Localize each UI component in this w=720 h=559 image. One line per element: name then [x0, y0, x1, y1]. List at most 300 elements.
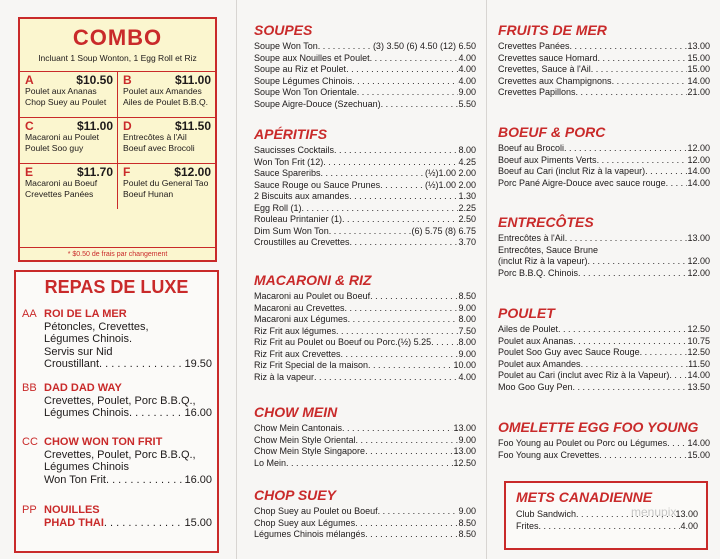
menu-item — [498, 143, 710, 155]
luxe-last-line: Croustillant — [44, 358, 100, 370]
menu-item — [254, 191, 476, 203]
combo-letter: C — [25, 119, 34, 133]
item-name: Boeuf au Brocoli — [498, 143, 565, 153]
leader-dots — [349, 191, 458, 203]
item-price: 12.50 — [453, 457, 476, 468]
leader-dots — [381, 99, 459, 111]
menu-item — [498, 359, 710, 371]
item-name: Club Sandwich — [516, 509, 577, 519]
leader-dots — [558, 324, 687, 336]
menu-item — [254, 99, 476, 111]
luxe-box — [14, 270, 219, 553]
item-name: Foo Young aux Crevettes — [498, 449, 600, 460]
menu-item — [254, 214, 476, 226]
combo-dish: Poulet du General Tao — [123, 178, 209, 188]
watermark: menupix — [631, 505, 677, 519]
item-name: Macaroni au Crevettes — [254, 302, 345, 313]
menu-section — [254, 126, 476, 249]
menu-item — [254, 291, 476, 303]
item-price: 8.00 — [458, 145, 476, 155]
combo-row — [20, 117, 215, 163]
leader-dots — [380, 180, 425, 192]
luxe-name: CHOW WON TON FRIT — [44, 436, 163, 448]
leader-dots — [645, 166, 687, 178]
item-price: 8.50 — [458, 517, 476, 528]
item-name: Rouleau Printanier (1) — [254, 214, 343, 224]
item-name: Chop Suey aux Légumes — [254, 517, 356, 528]
menu-section — [498, 124, 710, 189]
combo-subtitle: Incluant 1 Soup Wonton, 1 Egg Roll et Riz — [38, 53, 197, 63]
item-name: Crevettes aux Champignons — [498, 75, 612, 86]
leader-dots — [597, 155, 688, 167]
item-price: 2.50 — [458, 214, 476, 224]
item-name: Foo Young au Poulet ou Porc ou Légumes — [498, 438, 668, 448]
luxe-code: AA — [22, 308, 37, 320]
luxe-item — [22, 504, 212, 530]
combo-letter: B — [123, 73, 132, 87]
luxe-last-line: Légumes Chinois — [44, 407, 129, 419]
item-name: Entrecôtes à l'Ail — [498, 233, 565, 243]
menu-item — [254, 87, 476, 99]
menu-item — [254, 226, 476, 238]
item-name: Poulet au Cari (inclut avec Riz à la Vapeur) — [498, 370, 670, 380]
combo-title: COMBO — [72, 25, 163, 50]
item-price: 1.30 — [458, 191, 476, 201]
item-price: 15.00 — [687, 64, 710, 74]
leader-dots — [104, 517, 185, 530]
item-price: 15.00 — [687, 449, 710, 460]
combo-cell-header — [123, 75, 211, 86]
menu-item — [254, 518, 476, 530]
item-name: Porc Pané Aigre-Douce avec sauce rouge — [498, 177, 666, 188]
luxe-item — [22, 382, 212, 420]
luxe-name: NOUILLES — [44, 504, 100, 516]
menu-section — [254, 487, 476, 541]
menu-section — [498, 22, 710, 99]
menu-item — [498, 450, 710, 462]
item-price: 12.00 — [687, 256, 710, 266]
item-price: 8.00 — [458, 314, 476, 324]
item-name: Poulet aux Amandes — [498, 358, 581, 369]
item-name: Frites — [516, 520, 539, 531]
leader-dots — [334, 145, 458, 157]
combo-cell-header — [25, 75, 113, 86]
menu-item — [254, 76, 476, 88]
item-price: (½)1.00 2.00 — [424, 168, 476, 178]
combo-cell-header — [123, 121, 211, 132]
leader-dots — [539, 521, 681, 533]
item-price: 12.00 — [687, 154, 710, 165]
leader-dots — [570, 41, 688, 53]
section-title: APÉRITIFS — [254, 126, 328, 142]
item-price: 21.00 — [687, 87, 710, 97]
leader-dots — [581, 359, 689, 371]
item-price: 9.00 — [458, 434, 476, 445]
combo-cell-header — [123, 167, 211, 178]
item-name: Saucisses Cocktails — [254, 145, 335, 155]
combo-price: $11.00 — [174, 73, 211, 87]
leader-dots — [341, 349, 459, 361]
section-title: OMELETTE EGG FOO YOUNG — [498, 419, 699, 435]
item-price: (6) 5.75 (8) 6.75 — [411, 225, 476, 236]
item-price: 13.00 — [687, 41, 710, 51]
luxe-desc: Crevettes, Poulet, Porc B.B.Q., — [44, 394, 196, 407]
item-price: 10.00 — [453, 360, 476, 370]
item-price: 8.50 — [458, 291, 476, 301]
item-price: 14.00 — [687, 177, 710, 188]
fold-line-right — [486, 0, 487, 559]
item-name: Won Ton Frit (12) — [254, 156, 324, 167]
menu-item — [254, 41, 476, 53]
luxe-desc: Légumes Chinois. — [44, 333, 133, 345]
item-name: Entrecôtes, Sauce Brune — [498, 244, 599, 255]
item-price: 14.00 — [687, 370, 710, 380]
combo-dish: Chop Suey au Poulet — [25, 97, 107, 107]
item-price: 14.00 — [687, 166, 710, 176]
luxe-desc: Crevettes, Poulet, Porc B.B.Q., — [44, 448, 196, 461]
item-name: Poulet Soo Guy avec Sauce Rouge — [498, 347, 640, 357]
leader-dots — [612, 76, 688, 88]
item-name: Soupe Won Ton Orientale — [254, 87, 357, 97]
combo-price: $11.50 — [174, 119, 211, 133]
item-name: Boeuf au Cari (inclut Riz à la vapeur) — [498, 166, 646, 176]
leader-dots — [348, 314, 459, 326]
leader-dots — [321, 168, 425, 180]
menu-item — [498, 347, 710, 359]
combo-cell-f — [117, 164, 215, 209]
combo-dish: Boeuf avec Brocoli — [123, 143, 195, 153]
item-name: Crevettes Papillons — [498, 87, 576, 97]
leader-dots — [357, 87, 459, 99]
menu-item — [498, 178, 710, 190]
luxe-desc: Servis sur Nid — [44, 345, 113, 358]
item-price: 13.00 — [675, 509, 698, 519]
combo-cell-c — [20, 118, 117, 163]
combo-letter: A — [25, 73, 34, 87]
item-name: Riz Frit au Poulet ou Boeuf ou Porc.(½) 5.25 — [254, 337, 432, 347]
item-name: Soupe aux Nouilles et Poulet — [254, 52, 370, 63]
leader-dots — [576, 87, 688, 99]
item-price: 4.00 — [458, 52, 476, 63]
luxe-price-line — [44, 517, 212, 530]
leader-dots — [565, 233, 688, 245]
luxe-price: 16.00 — [184, 407, 212, 419]
section-title: ENTRECÔTES — [498, 214, 594, 230]
menu-item — [254, 349, 476, 361]
leader-dots — [588, 256, 688, 268]
luxe-name: DAD DAD WAY — [44, 382, 122, 394]
item-price: (3) 3.50 (6) 4.50 (12) 6.50 — [372, 41, 476, 51]
item-name: Soupe Won Ton — [254, 41, 318, 51]
item-price: 9.00 — [458, 302, 476, 313]
item-price: 12.50 — [687, 347, 710, 357]
combo-price: $11.70 — [76, 165, 113, 179]
item-price: 15.00 — [687, 52, 710, 63]
leader-dots — [286, 458, 453, 470]
leader-dots — [666, 178, 688, 190]
menu-item — [254, 53, 476, 65]
item-price: 13.00 — [453, 423, 476, 433]
item-name: Chow Mein Style Singapore — [254, 446, 366, 456]
fold-line-left — [236, 0, 237, 559]
section-title: CHOP SUEY — [254, 487, 336, 503]
combo-dish: Crevettes Panées — [25, 189, 94, 199]
menu-section — [254, 22, 476, 110]
luxe-item — [22, 308, 212, 371]
leader-dots — [346, 64, 458, 76]
mets-box — [504, 481, 708, 550]
menu-item — [254, 145, 476, 157]
leader-dots — [667, 438, 687, 450]
item-name: Dim Sum Won Ton — [254, 225, 329, 236]
luxe-price-line — [44, 407, 212, 420]
luxe-title: REPAS DE LUXE — [44, 277, 189, 297]
leader-dots — [336, 326, 458, 338]
leader-dots — [323, 157, 458, 169]
luxe-item — [22, 436, 212, 487]
section-title: POULET — [498, 305, 555, 321]
section-title: SOUPES — [254, 22, 313, 38]
item-price: 8.00 — [458, 337, 476, 347]
combo-dish: Poulet aux Amandes — [123, 86, 202, 96]
mets-title: METS CANADIENNE — [516, 489, 653, 505]
leader-dots — [365, 446, 453, 458]
section-title: MACARONI & RIZ — [254, 272, 372, 288]
leader-dots — [573, 382, 688, 394]
item-price: 9.00 — [458, 87, 476, 97]
menu-item — [498, 324, 710, 336]
section-title: FRUITS DE MER — [498, 22, 607, 38]
leader-dots — [640, 347, 688, 359]
luxe-last-line: PHAD THAI — [44, 516, 104, 529]
leader-dots — [355, 518, 458, 530]
item-name: Macaroni au Poulet ou Boeuf — [254, 291, 371, 301]
item-price: 4.00 — [458, 75, 476, 86]
menu-item — [254, 506, 476, 518]
item-name: Riz à la vapeur — [254, 371, 315, 382]
item-name: 2 Biscuits aux amandes — [254, 191, 350, 201]
menu-item — [254, 337, 476, 349]
section-title: CHOW MEIN — [254, 404, 338, 420]
menu-item — [498, 256, 710, 268]
item-price: 9.00 — [458, 348, 476, 359]
item-name: Porc B.B.Q. Chinois — [498, 267, 579, 278]
menu-section — [254, 272, 476, 383]
menu-item — [254, 446, 476, 458]
leader-dots — [370, 53, 459, 65]
combo-note: * $0.50 de frais par changement — [20, 247, 215, 258]
menu-section — [498, 214, 710, 279]
menu-item — [254, 529, 476, 541]
item-price: 13.00 — [687, 233, 710, 243]
leader-dots — [564, 143, 687, 155]
combo-letter: F — [123, 165, 131, 179]
item-name: Sauce Rouge ou Sauce Prunes — [254, 179, 381, 190]
item-price: 4.25 — [458, 156, 476, 167]
left-panel — [0, 0, 228, 559]
luxe-price: 16.00 — [184, 473, 212, 486]
item-name: Chow Mein Cantonais — [254, 423, 343, 433]
combo-dish: Poulet Soo guy — [25, 143, 84, 153]
combo-box — [18, 17, 217, 262]
leader-dots — [129, 407, 184, 420]
menu-item — [498, 438, 710, 450]
leader-dots — [431, 337, 458, 349]
combo-row — [20, 71, 215, 117]
item-price: (½)1.00 2.00 — [424, 179, 476, 190]
menu-item — [498, 64, 710, 76]
item-name: Sauce Spareribs — [254, 168, 321, 178]
leader-dots — [591, 64, 688, 76]
middle-panel — [244, 0, 482, 559]
item-price: 3.70 — [458, 237, 476, 247]
leader-dots — [342, 214, 458, 226]
luxe-code: CC — [22, 436, 38, 448]
item-name: Crevettes, Sauce à l'Ail — [498, 64, 591, 74]
item-name: Riz Frit aux Crevettes — [254, 348, 341, 359]
item-name: Crevettes sauce Homard — [498, 52, 598, 63]
leader-dots — [350, 237, 459, 249]
menu-item — [254, 435, 476, 447]
combo-price: $12.00 — [174, 165, 211, 179]
item-name: Croustilles au Crevettes — [254, 237, 350, 247]
menu-item — [254, 303, 476, 315]
menu-item — [254, 372, 476, 384]
luxe-last-line: Won Ton Frit — [44, 473, 106, 486]
item-price: 2.25 — [458, 202, 476, 213]
item-name: Chop Suey au Poulet ou Boeuf — [254, 506, 378, 516]
leader-dots — [342, 423, 453, 435]
combo-price: $10.50 — [76, 73, 113, 87]
combo-cell-header — [25, 121, 113, 132]
item-price: 14.00 — [687, 438, 710, 448]
combo-cell-header — [25, 167, 113, 178]
combo-price: $11.00 — [76, 119, 113, 133]
leader-dots — [578, 268, 687, 280]
item-name: Soupe Légumes Chinois — [254, 75, 353, 86]
combo-dish: Poulet aux Ananas — [25, 86, 97, 96]
menu-item — [254, 203, 476, 215]
menu-item — [498, 166, 710, 178]
luxe-code: BB — [22, 382, 37, 394]
menu-item — [498, 41, 710, 53]
menu-item — [498, 245, 710, 257]
menu-item — [254, 314, 476, 326]
menu-section — [498, 305, 710, 393]
leader-dots — [329, 226, 412, 238]
luxe-code: PP — [22, 504, 37, 516]
item-price: 8.50 — [458, 529, 476, 539]
menu-item — [498, 53, 710, 65]
menu-item — [254, 64, 476, 76]
leader-dots — [598, 53, 688, 65]
item-name: Riz Frit aux légumes — [254, 325, 337, 336]
leader-dots — [318, 41, 373, 53]
menu-item — [254, 157, 476, 169]
combo-letter: E — [25, 165, 34, 179]
menu-item — [254, 360, 476, 372]
item-name: Ailes de Poulet — [498, 324, 559, 334]
item-price: 5.50 — [458, 98, 476, 109]
luxe-price-line — [44, 474, 212, 487]
combo-dish: Macaroni au Poulet — [25, 132, 100, 142]
item-price: 4.00 — [458, 371, 476, 382]
item-price: 12.00 — [687, 143, 710, 153]
leader-dots — [106, 474, 185, 487]
combo-cell-a — [20, 72, 117, 117]
luxe-price: 15.00 — [184, 516, 212, 529]
leader-dots — [99, 358, 184, 371]
menu-item — [498, 370, 710, 382]
combo-cell-d — [117, 118, 215, 163]
right-panel — [490, 0, 720, 559]
leader-dots — [368, 360, 453, 372]
combo-dish: Macaroni au Boeuf — [25, 178, 98, 188]
item-name: Moo Goo Guy Pen — [498, 381, 573, 392]
luxe-desc: Pétoncles, Crevettes, — [44, 320, 149, 333]
item-name: Soupe au Riz et Poulet — [254, 64, 347, 74]
item-price: 12.00 — [687, 267, 710, 278]
item-price: 7.50 — [458, 325, 476, 336]
leader-dots — [356, 435, 459, 447]
menu-item — [498, 155, 710, 167]
item-name: (inclut Riz à la vapeur) — [498, 256, 588, 266]
leader-dots — [345, 303, 459, 315]
combo-dish: Ailes de Poulet B.B.Q. — [123, 97, 209, 107]
menu-item — [254, 423, 476, 435]
item-price: 10.75 — [687, 335, 710, 346]
item-price: 13.50 — [687, 381, 710, 392]
menu-item — [498, 76, 710, 88]
leader-dots — [302, 203, 459, 215]
item-name: Boeuf aux Piments Verts — [498, 154, 597, 165]
combo-row — [20, 163, 215, 209]
menu-item — [498, 336, 710, 348]
menu-section — [498, 419, 710, 461]
item-price: 4.00 — [458, 64, 476, 74]
menu-item — [254, 168, 476, 180]
luxe-desc: Légumes Chinois — [44, 461, 129, 473]
menu-item — [254, 458, 476, 470]
menu-item — [498, 268, 710, 280]
item-name: Chow Mein Style Oriental — [254, 434, 356, 445]
combo-cell-e — [20, 164, 117, 209]
combo-letter: D — [123, 119, 132, 133]
item-name: Macaroni aux Légumes — [254, 314, 348, 324]
item-price: 12.50 — [687, 324, 710, 334]
item-price: 11.50 — [688, 358, 710, 369]
leader-dots — [365, 529, 458, 541]
leader-dots — [314, 372, 458, 384]
item-price: 14.00 — [687, 75, 710, 86]
leader-dots — [378, 506, 459, 518]
luxe-price-line — [44, 358, 212, 371]
menu-item — [254, 326, 476, 338]
combo-cell-b — [117, 72, 215, 117]
menu-item — [498, 87, 710, 99]
combo-dish: Boeuf Hunan — [123, 189, 174, 199]
luxe-price: 19.50 — [184, 358, 212, 370]
item-name: Poulet aux Ananas — [498, 335, 574, 346]
leader-dots — [599, 450, 687, 462]
item-price: 9.00 — [458, 506, 476, 516]
item-name: Lo Mein — [254, 457, 287, 468]
item-name: Soupe Aigre-Douce (Szechuan) — [254, 98, 381, 109]
item-price: 4.00 — [680, 520, 698, 531]
menu-item — [516, 521, 698, 533]
menu-item — [254, 237, 476, 249]
item-name: Crevettes Panées — [498, 41, 570, 51]
